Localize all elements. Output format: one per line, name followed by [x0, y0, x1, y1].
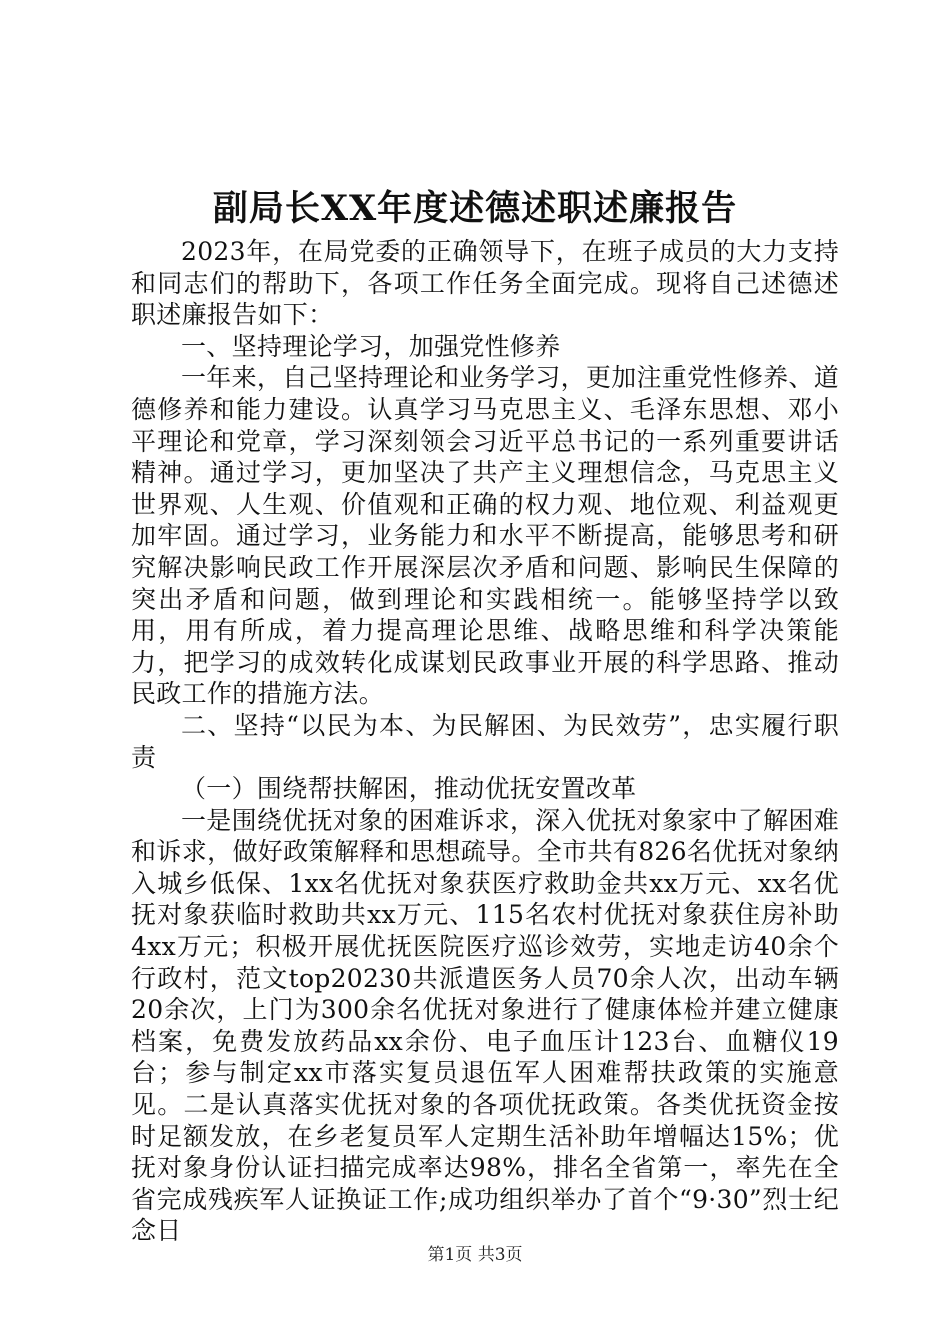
document-body	[131, 236, 839, 1247]
paragraph-intro: 2023年，在局党委的正确领导下，在班子成员的大力支持和同志们的帮助下，各项工作任务全面完成。现将自己述德述职述廉报告如下：	[131, 237, 839, 330]
paragraph-study: 一年来，自己坚持理论和业务学习，更加注重党性修养、道德修养和能力建设。认真学习马克思主义、毛泽东思想、邓小平理论和党章，学习深刻领会习近平总书记的一系列重要讲话精神。通过学习，更加坚决了共产主义理想信念，马克思主义世界观、人生观、价值观和正确的权力观、地位观、利益观更加牢固。通过学习，业务能力和水平不断提高，能够思考和研究解决影响民政工作开展深层次矛盾和问题、影响民生保障的突出矛盾和问题，做到理论和实践相统一。能够坚持学以致用，用有所成，着力提高理论思维、战略思维和科学决策能力，把学习的成效转化成谋划民政事业开展的科学思路、推动民政工作的措施方法。	[131, 363, 839, 709]
subsection-heading-1: （一）围绕帮扶解困，推动优抚安置改革	[181, 774, 637, 804]
section-heading-1: 一、坚持理论学习，加强党性修养	[181, 331, 561, 361]
paragraph-support: 一是围绕优抚对象的困难诉求，深入优抚对象家中了解困难和诉求，做好政策解释和思想疏导。全市共有826名优抚对象纳入城乡低保、1xx名优抚对象获医疗救助金共xx万元、xx名优抚对象获临时救助共xx万元、115名农村优抚对象获住房补助4xx万元；积极开展优抚医院医疗巡诊效劳，实地走访40余个行政村，范文top20230共派遣医务人员70余人次，出动车辆20余次，上门为300余名优抚对象进行了健康体检并建立健康档案，免费发放药品xx余份、电子血压计123台、血糖仪19台；参与制定xx市落实复员退伍军人困难帮扶政策的实施意见。二是认真落实优抚对象的各项优抚政策。各类优抚资金按时足额发放，在乡老复员军人定期生活补助年增幅达15%；优抚对象身份认证扫描完成率达98%，排名全省第一，率先在全省完成残疾军人证换证工作;成功组织举办了首个“9·30”烈士纪念日	[131, 805, 839, 1246]
page-footer: 第1页 共3页	[427, 1245, 523, 1265]
document-title: 副局长XX年度述德述职述廉报告	[212, 188, 738, 229]
section-heading-2: 二、坚持“以民为本、为民解困、为民效劳”，忠实履行职责	[131, 710, 839, 772]
